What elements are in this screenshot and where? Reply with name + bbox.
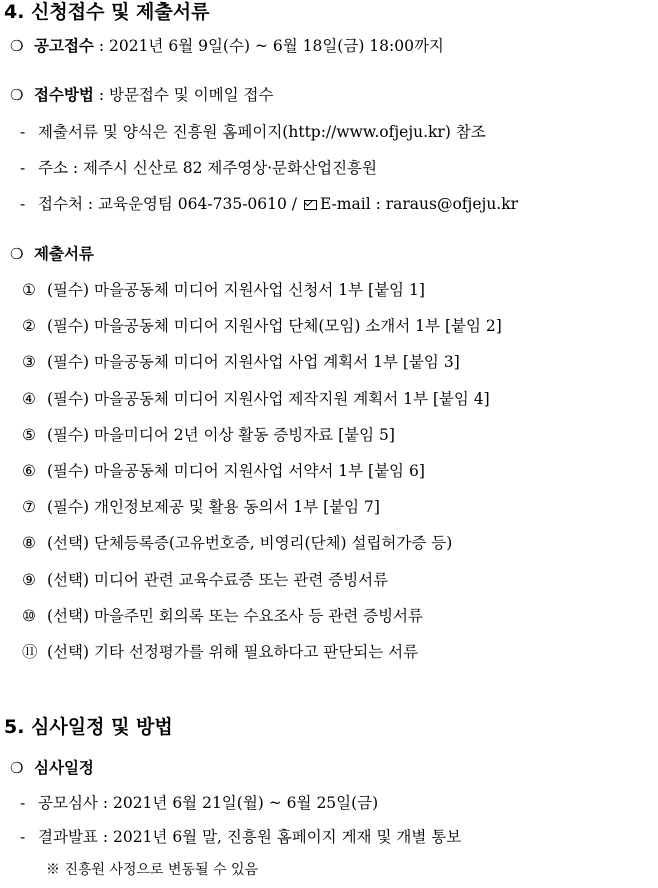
item-text: (필수) 마을공동체 미디어 지원사업 사업 계획서 1부 [붙임 3] xyxy=(47,353,460,371)
item-text: (선택) 마을주민 회의록 또는 수요조사 등 관련 증빙서류 xyxy=(47,607,423,625)
contact-text: 접수처 : 교육운영팀 064-735-0610 / xyxy=(38,195,298,213)
list-item-text: 제출서류 및 양식은 진흥원 홈페이지(http://www.ofjeju.kr) 참조 xyxy=(38,123,486,141)
item-number: ① xyxy=(22,281,36,299)
document-item xyxy=(22,279,425,301)
item-number: ② xyxy=(22,317,36,335)
item-number: ⑩ xyxy=(22,607,36,625)
list-item xyxy=(20,121,486,143)
note: ※ 진흥원 사정으로 변동될 수 있음 xyxy=(46,862,259,878)
envelope-icon xyxy=(304,200,317,210)
item-text: (필수) 마을공동체 미디어 지원사업 단체(모임) 소개서 1부 [붙임 2] xyxy=(47,317,502,335)
document-item xyxy=(22,351,460,373)
item-number: ④ xyxy=(22,390,36,408)
circle-bullet-icon: ❍ xyxy=(10,86,24,104)
item-text: (선택) 단체등록증(고유번호증, 비영리(단체) 설립허가증 등) xyxy=(47,534,453,552)
dash-bullet: - xyxy=(20,828,26,846)
list-item-text: 공모심사 : 2021년 6월 21일(월) ~ 6월 25일(금) xyxy=(38,794,379,812)
subsection-value: 방문접수 및 이메일 접수 xyxy=(108,86,274,104)
item-text: (선택) 기타 선정평가를 위해 필요하다고 판단되는 서류 xyxy=(47,643,419,661)
dash-bullet: - xyxy=(20,195,26,213)
list-item-text: 주소 : 제주시 신산로 82 제주영상·문화산업진흥원 xyxy=(38,159,377,177)
dash-bullet: - xyxy=(20,123,26,141)
subsection-label: 심사일정 xyxy=(34,758,94,777)
subsection-value: 2021년 6월 9일(수) ~ 6월 18일(금) 18:00까지 xyxy=(108,37,444,55)
subsection-label: 제출서류 xyxy=(34,244,94,263)
list-item xyxy=(20,792,378,814)
circle-bullet-icon: ❍ xyxy=(10,759,24,777)
document-item xyxy=(22,641,418,663)
item-number: ⑤ xyxy=(22,426,36,444)
list-item-text: 결과발표 : 2021년 6월 말, 진흥원 홈페이지 게재 및 개별 통보 xyxy=(38,828,462,846)
item-text: (필수) 마을공동체 미디어 지원사업 신청서 1부 [붙임 1] xyxy=(47,281,425,299)
item-text: (필수) 개인정보제공 및 활용 동의서 1부 [붙임 7] xyxy=(47,498,380,516)
item-text: (필수) 마을미디어 2년 이상 활동 증빙자료 [붙임 5] xyxy=(47,426,395,444)
subsection-label: 공고접수 xyxy=(34,36,94,55)
dash-bullet: - xyxy=(20,159,26,177)
list-item xyxy=(20,157,377,179)
item-number: ⑧ xyxy=(22,534,36,552)
subsection-announcement-period xyxy=(10,35,444,57)
dash-bullet: - xyxy=(20,794,26,812)
document-item xyxy=(22,424,395,446)
subsection-label: 접수방법 xyxy=(34,85,94,104)
separator: : xyxy=(93,86,109,104)
section-title: 5. 심사일정 및 방법 xyxy=(4,716,173,738)
document-item xyxy=(22,460,425,482)
document-item xyxy=(22,605,423,627)
item-number: ③ xyxy=(22,353,36,371)
document-item xyxy=(22,388,490,410)
document-item xyxy=(22,532,452,554)
item-number: ⑪ xyxy=(22,643,38,661)
subsection-required-documents xyxy=(10,243,94,265)
circle-bullet-icon: ❍ xyxy=(10,37,24,55)
document-item xyxy=(22,569,388,591)
section-title: 4. 신청접수 및 제출서류 xyxy=(4,1,210,23)
email-text: E-mail : raraus@ofjeju.kr xyxy=(319,195,519,213)
item-text: (필수) 마을공동체 미디어 지원사업 제작지원 계획서 1부 [붙임 4] xyxy=(47,390,490,408)
document-item xyxy=(22,496,380,518)
item-number: ⑦ xyxy=(22,498,36,516)
subsection-submission-method xyxy=(10,84,274,106)
document-item xyxy=(22,315,502,337)
item-text: (필수) 마을공동체 미디어 지원사업 서약서 1부 [붙임 6] xyxy=(47,462,425,480)
circle-bullet-icon: ❍ xyxy=(10,245,24,263)
item-text: (선택) 미디어 관련 교육수료증 또는 관련 증빙서류 xyxy=(47,571,389,589)
item-number: ⑥ xyxy=(22,462,36,480)
list-item xyxy=(20,826,461,848)
list-item xyxy=(20,193,518,215)
subsection-review-schedule xyxy=(10,757,94,779)
separator: : xyxy=(93,37,109,55)
item-number: ⑨ xyxy=(22,571,36,589)
